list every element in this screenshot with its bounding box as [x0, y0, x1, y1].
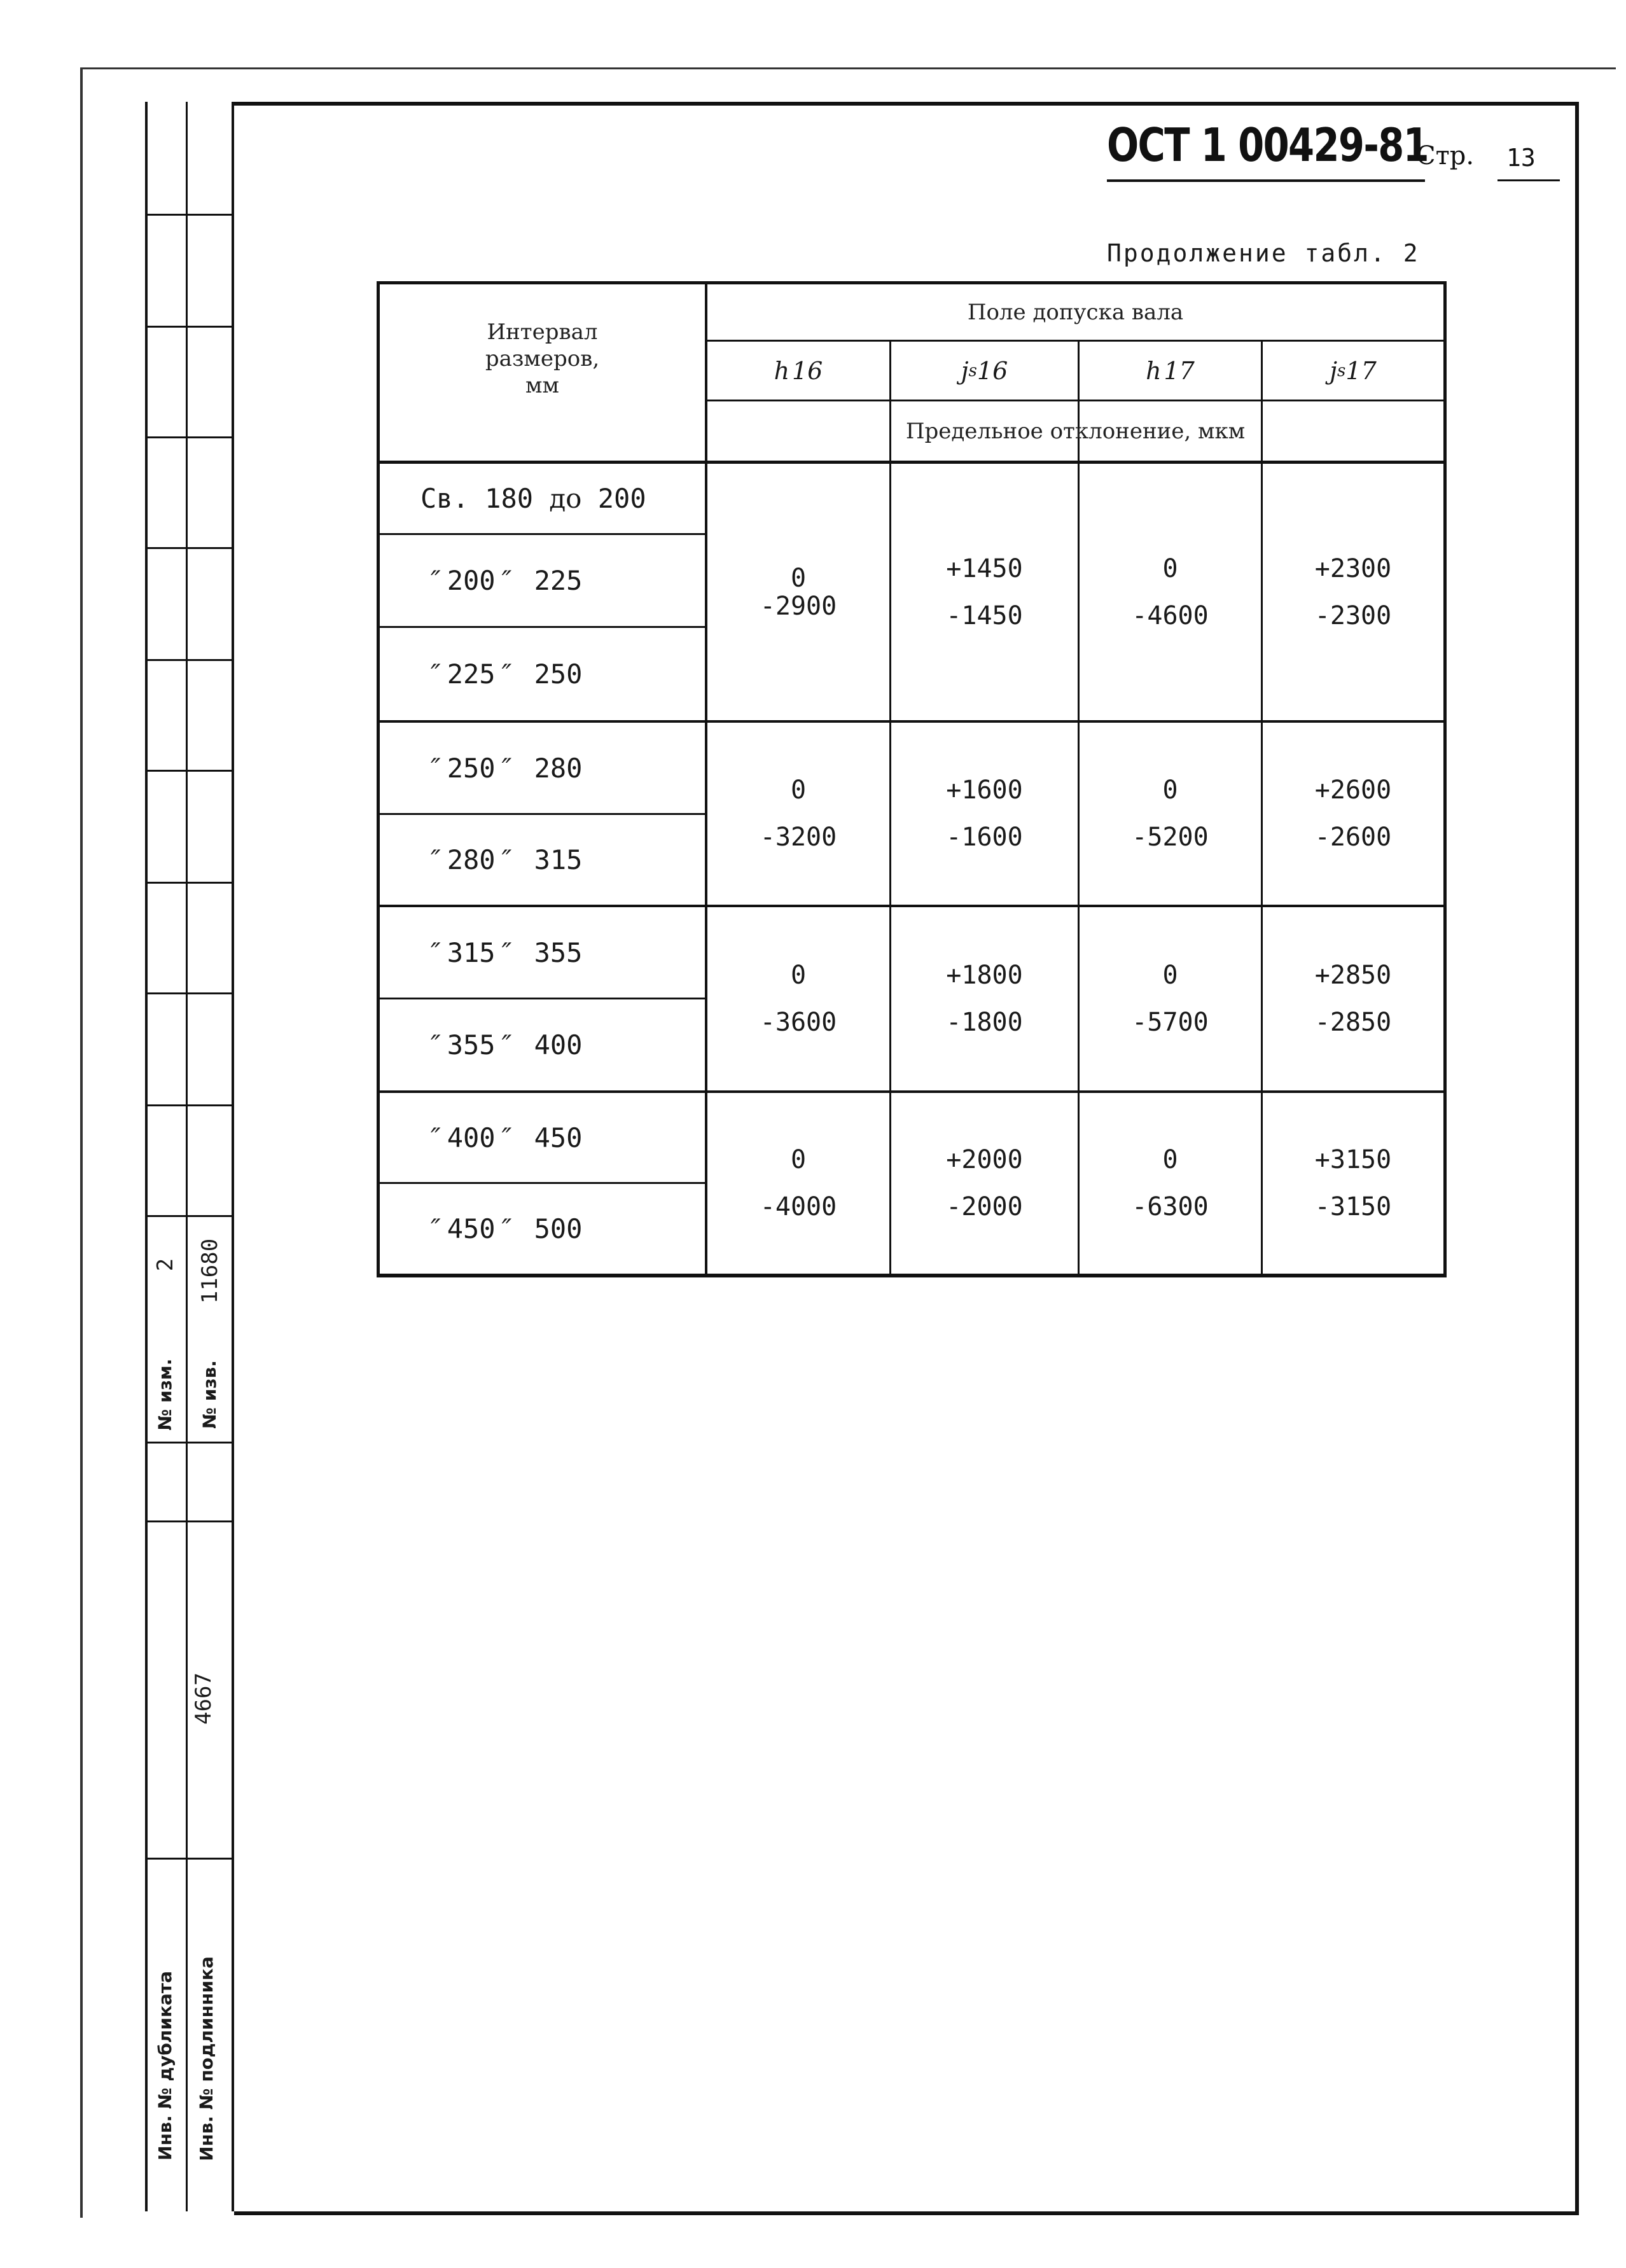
deviation-cell: 0 -5200: [1132, 776, 1209, 852]
table-border-right: [1443, 281, 1447, 1277]
deviation-cell: +2850 -2850: [1314, 961, 1392, 1037]
size-range-row: ″ 225 ″ 250: [431, 658, 583, 690]
deviation-cell: +2000 -2000: [946, 1145, 1023, 1221]
margin-divider: [145, 992, 234, 994]
table-border-bottom: [377, 1274, 1447, 1277]
margin-divider: [145, 1858, 234, 1860]
change-number: 2: [153, 1258, 178, 1272]
deviation-cell: +2300 -2300: [1314, 553, 1392, 630]
deviation-cell: 0 -6300: [1132, 1145, 1209, 1221]
margin-divider: [145, 1104, 234, 1106]
page-top-rule: [83, 67, 1616, 69]
size-range-row: ″ 280 ″ 315: [431, 844, 583, 875]
margin-divider: [145, 1520, 234, 1522]
original-inv-label: Инв. № подлинника: [196, 1956, 217, 2161]
deviation-header: Предельное отклонение, мкм: [905, 418, 1246, 444]
tolerance-header: Поле допуска вала: [967, 299, 1184, 325]
table-continuation-title: Продолжение табл. 2: [1107, 239, 1420, 267]
deviation-cell: +3150 -3150: [1314, 1145, 1392, 1221]
page-number-underline: [1497, 179, 1560, 181]
tolerance-table: [377, 281, 1447, 1277]
size-range-row: ″ 450 ″ 500: [431, 1213, 583, 1244]
column-header-js16: j s 16: [961, 356, 1008, 385]
notice-number-label: № изв.: [199, 1360, 220, 1429]
document-code: ОСТ 1 00429-81: [1107, 118, 1429, 172]
deviation-cell: 0 -5700: [1132, 961, 1209, 1037]
deviation-cell: +1600 -1600: [946, 776, 1023, 852]
size-range-row: ″ 355 ″ 400: [431, 1029, 583, 1061]
size-range-row: Св. 180 до 200: [420, 483, 646, 514]
deviation-cell: 0 -3200: [760, 776, 837, 852]
page-label: Стр.: [1416, 141, 1475, 170]
margin-divider: [145, 214, 234, 216]
deviation-cell: 0 -2900: [760, 563, 837, 621]
margin-divider: [145, 1215, 234, 1217]
column-header-js17: j s 17: [1330, 356, 1377, 385]
margin-divider: [145, 882, 234, 884]
column-header-h17: h 17: [1146, 356, 1195, 385]
margin-divider: [145, 659, 234, 661]
document-code-underline: [1107, 179, 1425, 182]
margin-strip: [145, 102, 234, 2211]
deviation-cell: +2600 -2600: [1314, 776, 1392, 852]
deviation-cell: 0 -3600: [760, 961, 837, 1037]
page-left-rule: [80, 67, 83, 2218]
size-range-row: ″ 200 ″ 225: [431, 565, 583, 596]
column-header-h16: h 16: [774, 356, 823, 385]
margin-divider: [145, 326, 234, 328]
deviation-cell: +1800 -1800: [946, 961, 1023, 1037]
original-inv-number: 4667: [191, 1673, 216, 1725]
change-number-label: № изм.: [155, 1358, 176, 1431]
margin-divider: [145, 436, 234, 438]
notice-number: 11680: [197, 1238, 223, 1304]
size-range-row: ″ 250 ″ 280: [431, 752, 583, 784]
deviation-cell: 0 -4600: [1132, 553, 1209, 630]
size-range-row: ″ 400 ″ 450: [431, 1122, 583, 1153]
margin-strip-divider: [186, 102, 188, 2211]
page-number: 13: [1506, 144, 1536, 172]
deviation-cell: +1450 -1450: [946, 553, 1023, 630]
duplicate-inv-label: Инв. № дубликата: [155, 1971, 176, 2160]
margin-divider: [145, 547, 234, 549]
size-range-row: ″ 315 ″ 355: [431, 936, 583, 968]
interval-header-line: размеров,: [485, 346, 600, 372]
deviation-cell: 0 -4000: [760, 1145, 837, 1221]
interval-header-line: Интервал: [487, 319, 598, 345]
interval-header-line: мм: [525, 373, 559, 398]
margin-divider: [145, 770, 234, 772]
